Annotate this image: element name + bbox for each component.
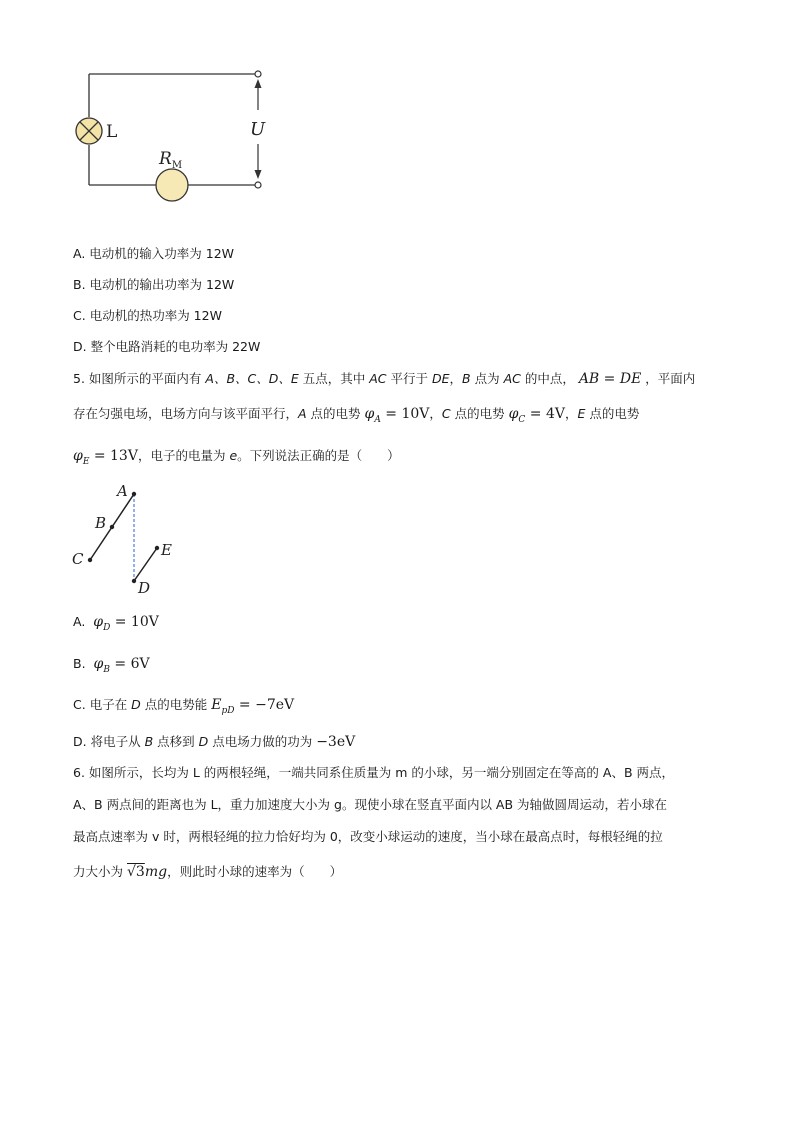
point-c-label: C: [72, 550, 84, 568]
q5-line-2: 存在匀强电场，电场方向与该平面平行，A 点的电势 $\varphi_A = 10V$，C 点的电势 $\varphi_C = 4V$，E 点的电势: [73, 406, 640, 425]
voltage-label: U: [250, 119, 266, 140]
lamp-label: L: [106, 122, 118, 142]
q5-option-a: A. $\varphi_D = 10V$: [73, 614, 159, 633]
points-diagram: [70, 480, 180, 600]
q5-option-c: C. 电子在 D 点的电势能 $E_{pD} = -7eV$: [73, 697, 295, 716]
q5-option-b: B. $\varphi_B = 6V$: [73, 656, 150, 675]
motor-label: $R_M$: [159, 149, 183, 171]
terminal-top-icon: [255, 71, 261, 77]
q6-line-3: 最高点速率为 v 时，两根轻绳的拉力恰好均为 0，改变小球运动的速度，当小球在最高点时，每根轻绳的拉: [73, 829, 663, 844]
q5-line-1: 5. 如图所示的平面内有 A、B、C、D、E 五点，其中 AC 平行于 DE，B 点为 AC 的中点， AB = DE ，平面内: [73, 371, 696, 387]
point-a-label: A: [117, 482, 128, 500]
q6-line-1: 6. 如图所示，长均为 L 的两根轻绳，一端共同系住质量为 m 的小球，另一端分别固定在等高的 A、B 两点，: [73, 765, 675, 780]
motor-icon: [156, 169, 188, 201]
q6-line-4: 力大小为 √3mg，则此时小球的速率为（ ）: [73, 864, 343, 880]
q4-option-a: A. 电动机的输入功率为 12W: [73, 246, 235, 261]
circuit-diagram: [70, 62, 280, 207]
point-e-label: E: [161, 541, 172, 559]
q4-option-d: D. 整个电路消耗的电功率为 22W: [73, 339, 261, 354]
lamp-icon: [76, 118, 102, 144]
q5-line-3: $\varphi_E = 13V$，电子的电量为 e。下列说法正确的是（ ）: [73, 448, 400, 467]
q5-option-d: D. 将电子从 B 点移到 D 点电场力做的功为 −3eV: [73, 734, 356, 750]
q4-option-c: C. 电动机的热功率为 12W: [73, 308, 222, 323]
point-b-label: B: [95, 514, 107, 532]
q6-line-2: A、B 两点间的距离也为 L，重力加速度大小为 g。现使小球在竖直平面内以 AB 为轴做圆周运动，若小球在: [73, 797, 668, 812]
point-d-label: D: [138, 579, 151, 597]
q4-option-b: B. 电动机的输出功率为 12W: [73, 277, 235, 292]
terminal-bottom-icon: [255, 182, 261, 188]
